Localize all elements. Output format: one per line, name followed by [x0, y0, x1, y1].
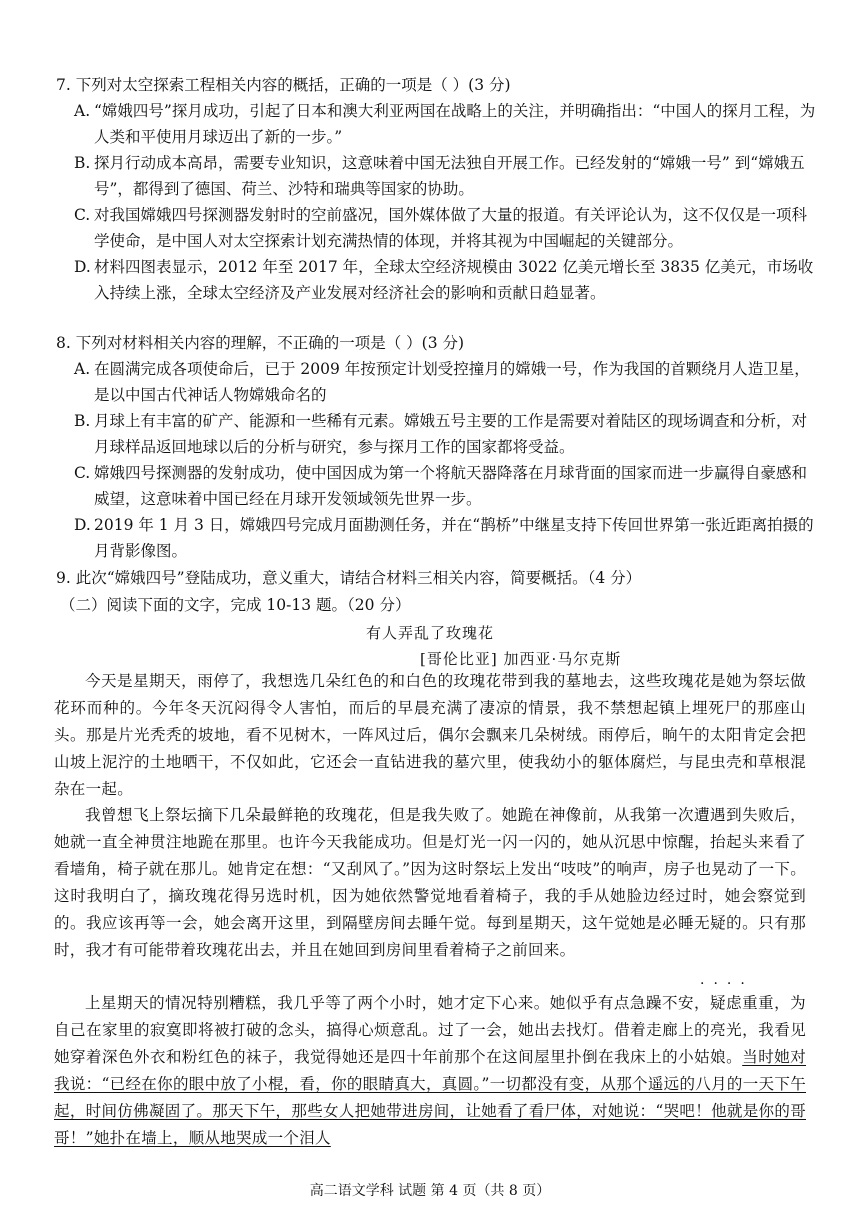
option-text: “嫦娥四号”探月成功，引起了日本和澳大利亚两国在战略上的关注，并明确指出：“中国人的探月工程，为人类和平使用月球迈出了新的一步。”: [94, 102, 816, 146]
question-8-option-b: [74, 408, 816, 460]
option-label: D.: [74, 516, 91, 534]
option-text: 2019 年 1 月 3 日，嫦娥四号完成月面勘测任务，并在“鹊桥”中继星支持下传回世界第一张近距离拍摄的月背影像图。: [94, 516, 814, 560]
story-paragraph-3: [54, 990, 806, 1152]
option-label: A.: [74, 360, 91, 378]
option-label: C.: [74, 206, 91, 224]
question-7-option-b: [74, 150, 816, 202]
question-7-option-d: [74, 254, 816, 306]
section-2-heading: （二）阅读下面的文字，完成 10-13 题。（20 分）: [60, 596, 411, 614]
question-9-stem: 9. 此次“嫦娥四号”登陆成功，意义重大，请结合材料三相关内容，简要概括。（4 分）: [56, 569, 642, 587]
option-text: 在圆满完成各项使命后，已于 2009 年按预定计划受控撞月的嫦娥一号，作为我国的首颗绕月人造卫星，是以中国古代神话人物嫦娥命名的: [94, 360, 810, 404]
story-paragraph-1: 今天是星期天，雨停了，我想选几朵红色的和白色的玫瑰花带到我的墓地去，这些玫瑰花是她为祭坛做花环而种的。今年冬天沉闷得令人害怕，而后的早晨充满了凄凉的情景，我不禁想起镇上埋死尸的那座山头。那是片光秃秃的坡地，看不见树木，一阵风过后，偶尔会飘来几朵树绒。雨停后，晌午的太阳肯定会把山坡上泥泞的土地晒干，不仅如此，它还会一直钻进我的墓穴里，使我幼小的躯体腐烂，与昆虫壳和草根混杂在一起。: [54, 672, 806, 798]
question-8-option-d: [74, 512, 816, 564]
option-text: 月球上有丰富的矿产、能源和一些稀有元素。嫦娥五号主要的工作是需要对着陆区的现场调查和分析，对月球样品返回地球以后的分析与研究，参与探月工作的国家都将受益。: [94, 412, 808, 456]
question-7-option-c: [74, 202, 816, 254]
story-title: 有人弄乱了玫瑰花: [365, 624, 494, 642]
option-label: B.: [74, 412, 91, 430]
option-text: 嫦娥四号探测器的发射成功，使中国因成为第一个将航天器降落在月球背面的国家而进一步赢得自豪感和威望，这意味着中国已经在月球开发领域领先世界一步。: [94, 464, 808, 508]
story-author: [哥伦比亚] 加西亚·马尔克斯: [420, 650, 622, 668]
underlined-passage: 当时她对我说：“已经在你的眼中放了小棍，看，你的眼睛真大，真圆。”一切都没有变，从那个遥远的八月的一天下午起，时间仿佛凝固了。那天下午，那些女人把她带进房间，让她看了看尸体，对她说：“哭吧！他就是你的哥哥！”她扑在墙上，顺从地哭成一个泪人: [54, 1048, 807, 1147]
option-text: 对我国嫦娥四号探测器发射时的空前盛况，国外媒体做了大量的报道。有关评论认为，这不仅仅是一项科学使命，是中国人对太空探索计划充满热情的体现，并将其视为中国崛起的关键部分。: [94, 206, 808, 250]
option-text: 探月行动成本高昂，需要专业知识，这意味着中国无法独自开展工作。已经发射的“嫦娥一号” 到“嫦娥五号”，都得到了德国、荷兰、沙特和瑞典等国家的协助。: [94, 154, 805, 198]
option-text: 材料四图表显示，2012 年至 2017 年，全球太空经济规模由 3022 亿美元增长至 3835 亿美元，市场收入持续上涨，全球太空经济及产业发展对经济社会的影响和贡献日趋显著。: [94, 258, 814, 302]
story-paragraph-2: 我曾想飞上祭坛摘下几朵最鲜艳的玫瑰花，但是我失败了。她跪在神像前，从我第一次遭遇到失败后，她就一直全神贯注地跪在那里。也许今天我能成功。但是灯光一闪一闪的，她从沉思中惊醒，抬起头来看了看墙角，椅子就在那儿。她肯定在想：“又刮风了。”因为这时祭坛上发出“吱吱”的响声，房子也晃动了一下。这时我明白了，摘玫瑰花得另选时机，因为她依然警觉地看着椅子，我的手从她脸边经过时，她会察觉到的。我应该再等一会，她会离开这里，到隔壁房间去睡午觉。每到星期天，这午觉她是必睡无疑的。只有那时，我才有可能带着玫瑰花出去，并且在她回到房间里看着椅子之前回来。: [54, 806, 806, 959]
emphasis-dots: ····: [700, 976, 754, 992]
question-8-option-c: [74, 460, 816, 512]
question-9: [56, 565, 816, 591]
option-label: D.: [74, 258, 91, 276]
option-label: B.: [74, 154, 91, 172]
question-7-option-a: [74, 98, 816, 150]
page-footer: 高二语文学科 试题 第 4 页（共 8 页）: [309, 1183, 551, 1199]
option-label: A.: [74, 102, 91, 120]
question-8-option-a: [74, 356, 816, 408]
question-7-stem: 7. 下列对太空探索工程相关内容的概括，正确的一项是（ ）(3 分): [56, 76, 511, 94]
question-8: [56, 330, 816, 564]
question-7: [56, 72, 816, 306]
question-8-stem: 8. 下列对材料相关内容的理解，不正确的一项是（ ）(3 分): [56, 334, 465, 352]
option-label: C.: [74, 464, 91, 482]
paragraph-3-text: 上星期天的情况特别糟糕，我几乎等了两个小时，她才定下心来。她似乎有点急躁不安，疑虑重重，为自己在家里的寂寞即将被打破的念头，搞得心烦意乱。过了一会，她出去找灯。借着走廊上的亮光，我看见她穿着深色外衣和粉红色的袜子，我觉得她还是四十年前那个在这间屋里扑倒在我床上的小姑娘。: [54, 994, 806, 1066]
